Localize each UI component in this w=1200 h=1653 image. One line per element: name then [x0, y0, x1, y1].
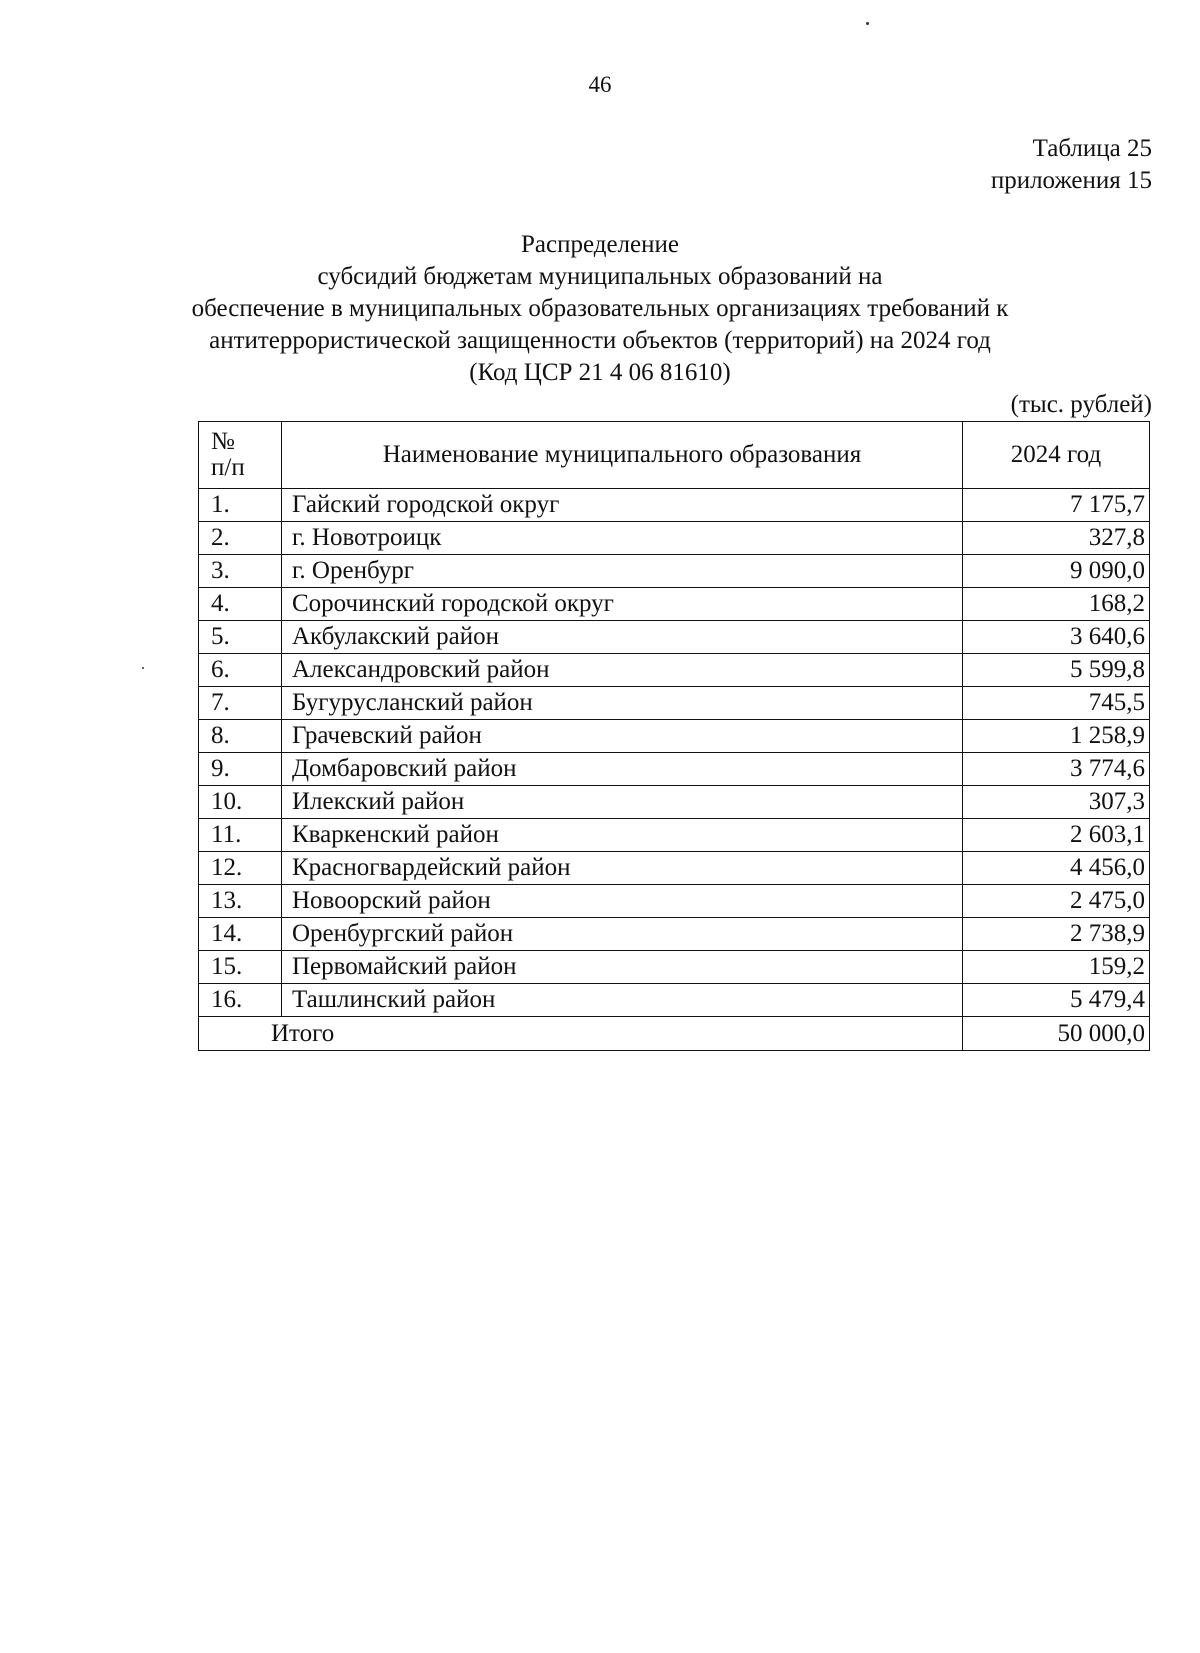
row-number: 12.	[199, 852, 282, 885]
table-row	[199, 720, 1150, 753]
subsidy-amount: 3 774,6	[963, 753, 1150, 786]
heading-line: субсидий бюджетам муниципальных образований на	[317, 263, 883, 290]
table-row	[199, 951, 1150, 984]
name-column-header: Наименование муниципального образования	[282, 422, 963, 489]
table-body	[199, 489, 1150, 1051]
subsidy-amount: 3 640,6	[963, 621, 1150, 654]
subsidy-amount: 5 599,8	[963, 654, 1150, 687]
row-number: 9.	[199, 753, 282, 786]
unit-label: (тыс. рублей)	[1010, 391, 1152, 418]
row-number: 13.	[199, 885, 282, 918]
municipality-name: Сорочинский городской округ	[282, 588, 963, 621]
table-row	[199, 522, 1150, 555]
table-row	[199, 489, 1150, 522]
municipality-name: Илекский район	[282, 786, 963, 819]
municipality-name: г. Новотроицк	[282, 522, 963, 555]
number-column-header	[199, 422, 282, 489]
municipality-name: Грачевский район	[282, 720, 963, 753]
subsidy-amount: 159,2	[963, 951, 1150, 984]
table-reference	[991, 133, 1152, 197]
row-number: 4.	[199, 588, 282, 621]
municipality-name: Кваркенский район	[282, 819, 963, 852]
row-number: 7.	[199, 687, 282, 720]
scan-speck	[142, 667, 144, 669]
total-value: 50 000,0	[963, 1017, 1150, 1051]
subsidy-amount: 2 603,1	[963, 819, 1150, 852]
total-label: Итого	[199, 1017, 963, 1051]
row-number: 15.	[199, 951, 282, 984]
municipality-name: Оренбургский район	[282, 918, 963, 951]
municipality-name: Красногвардейский район	[282, 852, 963, 885]
heading-line: антитеррористической защищенности объектов (территорий) на 2024 год	[209, 327, 991, 354]
row-number: 5.	[199, 621, 282, 654]
heading-line: (Код ЦСР 21 4 06 81610)	[469, 359, 731, 386]
row-number: 16.	[199, 984, 282, 1017]
heading-line: Распределение	[521, 231, 679, 258]
municipality-name: Новоорский район	[282, 885, 963, 918]
table-row	[199, 654, 1150, 687]
subsidy-amount: 9 090,0	[963, 555, 1150, 588]
row-number: 1.	[199, 489, 282, 522]
table-row	[199, 786, 1150, 819]
table-row	[199, 918, 1150, 951]
heading-line: обеспечение в муниципальных образовательных организациях требований к	[191, 295, 1009, 322]
municipality-name: г. Оренбург	[282, 555, 963, 588]
year-column-header: 2024 год	[963, 422, 1150, 489]
subsidy-amount: 168,2	[963, 588, 1150, 621]
table-reference-line: Таблица 25	[1032, 135, 1152, 162]
subsidy-amount: 745,5	[963, 687, 1150, 720]
subsidy-amount: 4 456,0	[963, 852, 1150, 885]
row-number: 11.	[199, 819, 282, 852]
municipality-name: Бугурусланский район	[282, 687, 963, 720]
table-row	[199, 753, 1150, 786]
row-number: 2.	[199, 522, 282, 555]
table-row	[199, 687, 1150, 720]
number-header-line: №	[211, 428, 235, 455]
page-number: 46	[588, 72, 612, 97]
subsidy-amount: 5 479,4	[963, 984, 1150, 1017]
row-number: 6.	[199, 654, 282, 687]
total-row	[199, 1017, 1150, 1051]
table-header-row	[199, 422, 1150, 489]
municipality-name: Первомайский район	[282, 951, 963, 984]
subsidy-amount: 7 175,7	[963, 489, 1150, 522]
subsidy-amount: 2 475,0	[963, 885, 1150, 918]
subsidy-amount: 1 258,9	[963, 720, 1150, 753]
municipality-name: Ташлинский район	[282, 984, 963, 1017]
row-number: 8.	[199, 720, 282, 753]
table-row	[199, 555, 1150, 588]
municipality-name: Акбулакский район	[282, 621, 963, 654]
table-row	[199, 819, 1150, 852]
table-reference-line: приложения 15	[990, 167, 1152, 194]
scan-speck	[866, 22, 869, 25]
subsidy-amount: 2 738,9	[963, 918, 1150, 951]
municipality-name: Гайский городской округ	[282, 489, 963, 522]
number-header-line: п/п	[211, 454, 245, 481]
row-number: 3.	[199, 555, 282, 588]
table-row	[199, 621, 1150, 654]
distribution-table	[198, 421, 1150, 1051]
municipality-name: Александровский район	[282, 654, 963, 687]
row-number: 14.	[199, 918, 282, 951]
municipality-name: Домбаровский район	[282, 753, 963, 786]
row-number: 10.	[199, 786, 282, 819]
table-row	[199, 984, 1150, 1017]
subsidy-amount: 327,8	[963, 522, 1150, 555]
table-row	[199, 885, 1150, 918]
subsidy-amount: 307,3	[963, 786, 1150, 819]
document-heading	[0, 229, 1200, 389]
table-row	[199, 852, 1150, 885]
table-row	[199, 588, 1150, 621]
